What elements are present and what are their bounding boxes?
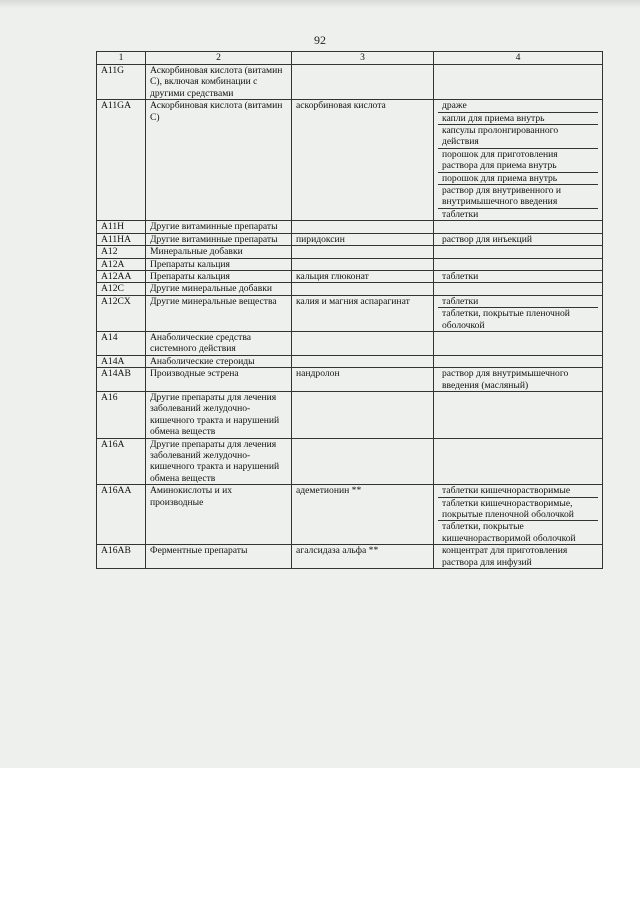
table-row [97, 258, 603, 270]
dosage-form-item: раствор для внутривенного и внутримышечного введения [438, 185, 598, 209]
substance-cell [292, 391, 434, 438]
table-row [97, 270, 603, 282]
substance-cell [292, 65, 434, 100]
dosage-form-cell [434, 545, 603, 569]
dosage-form-item: раствор для внутримышечного введения (масляный) [442, 368, 569, 391]
column-header-1: 1 [97, 52, 146, 65]
substance-cell [292, 438, 434, 485]
code-cell: A12 [97, 246, 146, 258]
column-header-2: 2 [146, 52, 292, 65]
dosage-form-cell [434, 438, 603, 485]
dosage-form-item: порошок для приема внутрь [438, 173, 598, 185]
scan-edge-shadow [0, 0, 640, 8]
dosage-form-cell [434, 233, 603, 245]
group-cell: Ферментные препараты [146, 545, 292, 569]
group-cell: Другие препараты для лечения заболеваний желудочно-кишечного тракта и нарушений обмена веществ [146, 438, 292, 485]
substance-cell: аскорбиновая кислота [292, 100, 434, 221]
substance-cell: кальция глюконат [292, 270, 434, 282]
dosage-form-cell [434, 65, 603, 100]
substance-cell: пиридоксин [292, 233, 434, 245]
substance-cell: адеметионин ** [292, 485, 434, 545]
table-row [97, 246, 603, 258]
table-body [97, 65, 603, 569]
substance-cell [292, 246, 434, 258]
table-row [97, 485, 603, 545]
column-header-4: 4 [434, 52, 603, 65]
code-cell: A14AB [97, 368, 146, 392]
code-cell: A11HA [97, 233, 146, 245]
dosage-form-item: капли для приема внутрь [438, 113, 598, 125]
table-row [97, 283, 603, 295]
group-cell: Другие витаминные препараты [146, 221, 292, 233]
dosage-form-item: порошок для приготовления раствора для приема внутрь [438, 149, 598, 173]
table-row [97, 65, 603, 100]
table-row [97, 331, 603, 355]
group-cell: Анаболические стероиды [146, 355, 292, 367]
dosage-form-item: драже [438, 100, 598, 112]
dosage-form-item: таблетки, покрытые пленочной оболочкой [442, 308, 570, 331]
table-row [97, 438, 603, 485]
substance-cell [292, 221, 434, 233]
dosage-form-item: таблетки [438, 296, 598, 308]
table-row [97, 368, 603, 392]
substance-cell [292, 283, 434, 295]
drug-registry-table [96, 51, 603, 569]
group-cell: Другие минеральные добавки [146, 283, 292, 295]
substance-cell: калия и магния аспарагинат [292, 295, 434, 331]
dosage-form-cell [434, 485, 603, 545]
page-number: 92 [314, 33, 326, 47]
code-cell: A16A [97, 438, 146, 485]
code-cell: A11GA [97, 100, 146, 221]
dosage-form-cell [434, 391, 603, 438]
group-cell: Аминокислоты и их производные [146, 485, 292, 545]
code-cell: A12C [97, 283, 146, 295]
group-cell: Производные эстрена [146, 368, 292, 392]
table-row [97, 391, 603, 438]
dosage-form-cell [434, 100, 603, 221]
substance-cell: агалсидаза альфа ** [292, 545, 434, 569]
code-cell: A11G [97, 65, 146, 100]
table-row [97, 355, 603, 367]
dosage-form-cell [434, 221, 603, 233]
dosage-form-item: капсулы пролонгированного действия [438, 125, 598, 149]
table-row [97, 233, 603, 245]
group-cell: Препараты кальция [146, 270, 292, 282]
header-row [97, 52, 603, 65]
dosage-form-cell [434, 246, 603, 258]
table-row [97, 221, 603, 233]
table-row [97, 545, 603, 569]
table-row [97, 100, 603, 221]
code-cell: A14 [97, 331, 146, 355]
dosage-form-cell [434, 270, 603, 282]
substance-cell [292, 331, 434, 355]
code-cell: A11H [97, 221, 146, 233]
dosage-form-cell [434, 295, 603, 331]
dosage-form-item: таблетки кишечнорастворимые, покрытые пленочной оболочкой [438, 498, 598, 522]
group-cell: Другие витаминные препараты [146, 233, 292, 245]
code-cell: A12AA [97, 270, 146, 282]
code-cell: A14A [97, 355, 146, 367]
substance-cell: нандролон [292, 368, 434, 392]
group-cell: Аскорбиновая кислота (витамин С) [146, 100, 292, 221]
group-cell: Аскорбиновая кислота (витамин С), включая комбинации с другими средствами [146, 65, 292, 100]
code-cell: A12CX [97, 295, 146, 331]
group-cell: Другие препараты для лечения заболеваний желудочно-кишечного тракта и нарушений обмена веществ [146, 391, 292, 438]
dosage-form-item: таблетки, покрытые кишечнорастворимой оболочкой [442, 521, 576, 544]
dosage-form-cell [434, 331, 603, 355]
substance-cell [292, 258, 434, 270]
code-cell: A16AB [97, 545, 146, 569]
dosage-form-cell [434, 355, 603, 367]
code-cell: A12A [97, 258, 146, 270]
table-row [97, 295, 603, 331]
dosage-form-cell [434, 283, 603, 295]
dosage-form-item: раствор для инъекций [442, 233, 532, 245]
dosage-form-cell [434, 258, 603, 270]
group-cell: Другие минеральные вещества [146, 295, 292, 331]
dosage-form-item: таблетки кишечнорастворимые [438, 485, 598, 497]
code-cell: A16AA [97, 485, 146, 545]
dosage-form-cell [434, 368, 603, 392]
group-cell: Препараты кальция [146, 258, 292, 270]
column-header-3: 3 [292, 52, 434, 65]
substance-cell [292, 355, 434, 367]
dosage-form-item: концентрат для приготовления раствора для инфузий [442, 545, 568, 568]
dosage-form-item: таблетки [442, 208, 479, 220]
code-cell: A16 [97, 391, 146, 438]
group-cell: Минеральные добавки [146, 246, 292, 258]
dosage-form-item: таблетки [442, 270, 479, 282]
group-cell: Анаболические средства системного действия [146, 331, 292, 355]
